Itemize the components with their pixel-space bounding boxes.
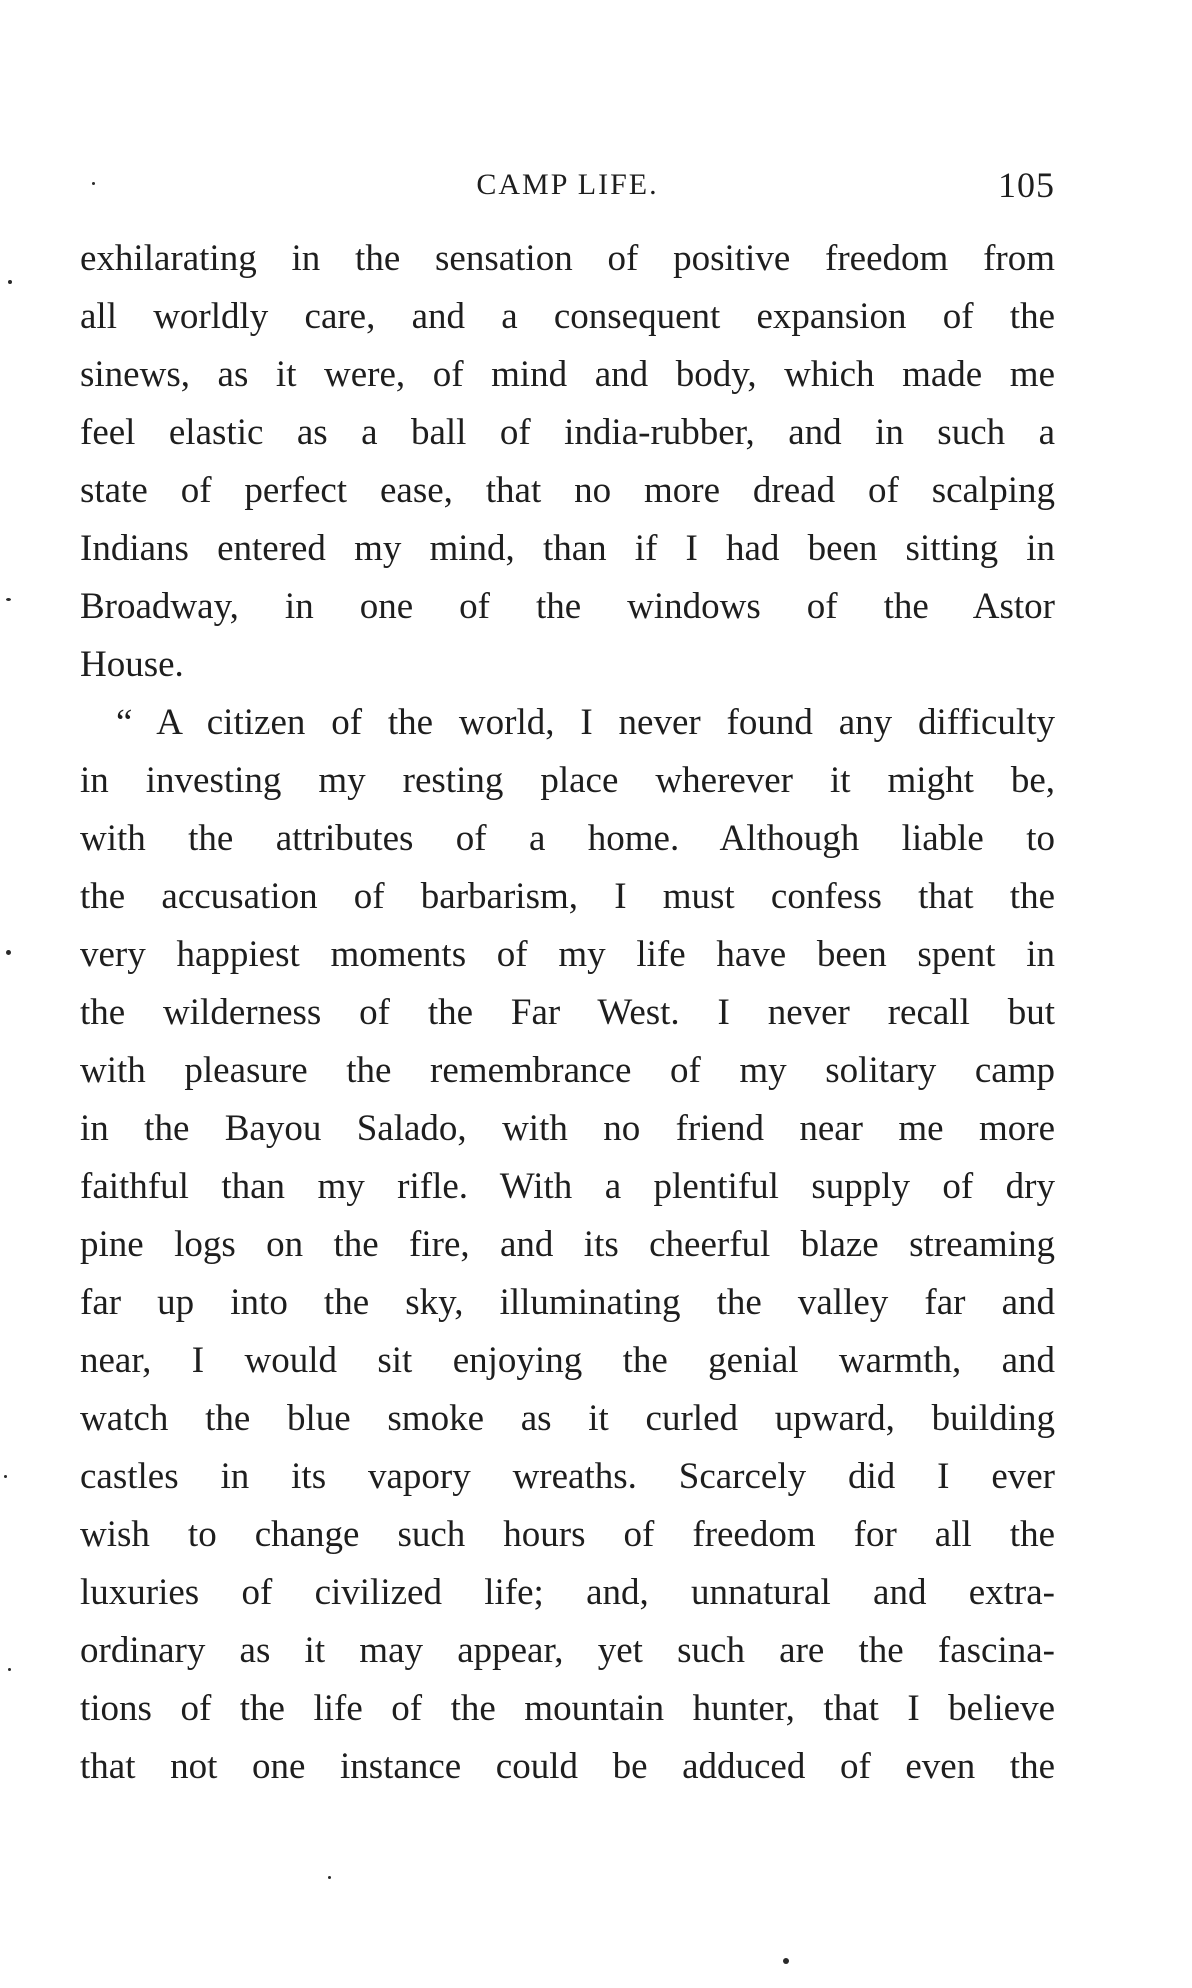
text-line: very happiest moments of my life have been spent in	[80, 934, 1055, 975]
text-line: wish to change such hours of freedom for all the	[80, 1514, 1055, 1555]
scan-speck	[6, 598, 11, 601]
text-line: in the Bayou Salado, with no friend near me more	[80, 1108, 1055, 1149]
scan-speck	[4, 1475, 7, 1478]
text-line: with pleasure the remembrance of my solitary camp	[80, 1050, 1055, 1091]
text-line: state of perfect ease, that no more dread of scalping	[80, 470, 1055, 511]
scan-speck	[783, 1958, 789, 1964]
text-line: the wilderness of the Far West. I never recall but	[80, 992, 1055, 1033]
text-line: far up into the sky, illuminating the valley far and	[80, 1282, 1055, 1323]
scan-speck	[8, 280, 12, 284]
text-line: in investing my resting place wherever it might be,	[80, 760, 1055, 801]
body-text	[80, 230, 1055, 1796]
text-line: faithful than my rifle. With a plentiful supply of dry	[80, 1166, 1055, 1207]
text-line: the accusation of barbarism, I must confess that the	[80, 876, 1055, 917]
scan-speck	[8, 1668, 11, 1671]
text-line: pine logs on the fire, and its cheerful blaze streaming	[80, 1224, 1055, 1265]
page-number: 105	[998, 165, 1055, 205]
scan-speck	[6, 950, 11, 955]
text-line: ordinary as it may appear, yet such are the fascina-	[80, 1630, 1055, 1671]
text-line: House.	[80, 644, 184, 685]
text-line: exhilarating in the sensation of positive freedom from	[80, 238, 1055, 279]
text-line: all worldly care, and a consequent expansion of the	[80, 296, 1055, 337]
text-line: Indians entered my mind, than if I had been sitting in	[80, 528, 1055, 569]
text-line: with the attributes of a home. Although liable to	[80, 818, 1055, 859]
text-line: watch the blue smoke as it curled upward, building	[80, 1398, 1055, 1439]
scan-speck	[328, 1876, 331, 1879]
running-title: CAMP LIFE.	[476, 168, 659, 201]
text-line: feel elastic as a ball of india-rubber, and in such a	[80, 412, 1055, 453]
running-head	[80, 160, 1055, 210]
scan-speck	[92, 182, 95, 185]
text-line: sinews, as it were, of mind and body, which made me	[80, 354, 1055, 395]
text-line: that not one instance could be adduced of even the	[80, 1746, 1055, 1787]
text-line: “ A citizen of the world, I never found any difficulty	[116, 702, 1055, 743]
text-line: tions of the life of the mountain hunter, that I believe	[80, 1688, 1055, 1729]
text-line: luxuries of civilized life; and, unnatural and extra-	[80, 1572, 1055, 1613]
text-line: castles in its vapory wreaths. Scarcely did I ever	[80, 1456, 1055, 1497]
text-line: Broadway, in one of the windows of the Astor	[80, 586, 1055, 627]
text-line: near, I would sit enjoying the genial warmth, and	[80, 1340, 1055, 1381]
